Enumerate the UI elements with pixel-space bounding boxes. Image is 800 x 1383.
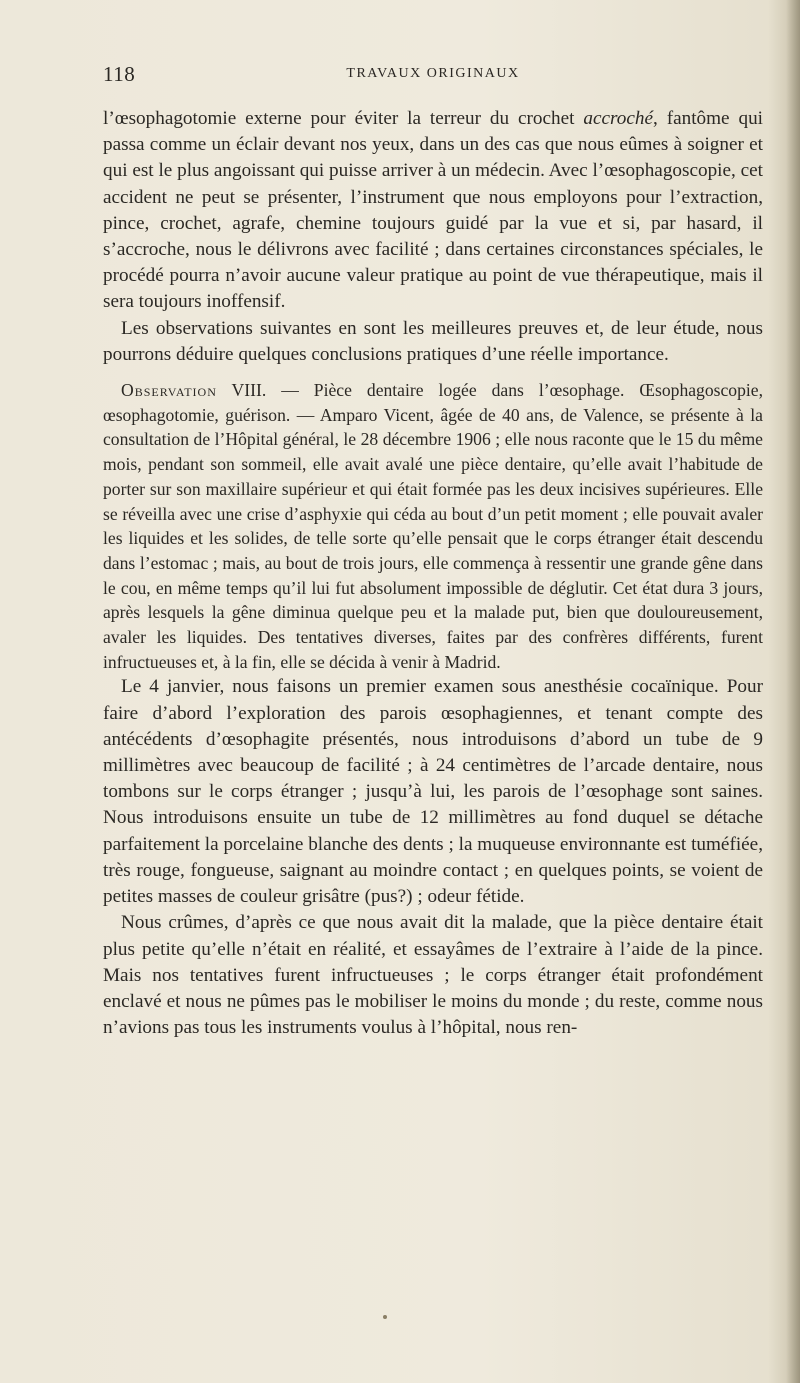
italic-text: accroché xyxy=(583,108,653,129)
paragraph-text: l’œsophagotomie externe pour éviter la terreur du crochet xyxy=(103,108,584,129)
page-header xyxy=(103,62,763,88)
paragraph-text: VIII. — Pièce dentaire logée dans l’œsophage. Œsophagoscopie, œsophagotomie, guérison. — Amparo Vicent, âgée de 40 ans, de Valence, se présente à la consultation de l’Hôpital général, le 28 décembre 1906 ; elle nous raconte que le 15 du même mois, pendant son sommeil, elle avait avalé une pièce dentaire, qu’elle avait l’habitude de porter sur son maxillaire supérieur et qui était formée pas les deux incisives supérieures. Elle se réveilla avec une crise d’asphyxie qui céda au bout d’un petit moment ; elle pouvait avaler les liquides et les solides, de telle sorte qu’elle pensait que le corps étranger était descendu dans l’estomac ; mais, au bout de trois jours, elle commença à ressentir une grande gêne dans le cou, en même temps qu’il lui fut absolument impossible de déglutir. Cet état dura 3 jours, après lesquels la gêne diminua quelque peu et la malade put, bien que douloureusement, avaler les liquides. Des tentatives diverses, faites par des confrères différents, furent infructueuses et, à la fin, elle se décida à venir à Madrid. xyxy=(103,380,763,672)
observation-label: Observation xyxy=(121,380,217,401)
paragraph-continuation xyxy=(103,106,763,316)
page-number: 118 xyxy=(103,62,136,86)
spacer xyxy=(103,368,763,378)
observation-paragraph xyxy=(103,378,763,674)
paragraph: Les observations suivantes en sont les meilleures preuves et, de leur étude, nous pourrons déduire quelques conclusions pratiques d’une réelle importance. xyxy=(103,317,763,365)
paragraph: Le 4 janvier, nous faisons un premier examen sous anesthésie cocaïnique. Pour faire d’abord l’exploration des parois œsophagiennes, et tenant compte des antécédents d’œsophagite présentés, nous introduisons d’abord un tube de 9 millimètres avec beaucoup de facilité ; à 24 centimètres de l’arcade dentaire, nous tombons sur le corps étranger ; jusqu’à lui, les parois de l’œsophage sont saines. Nous introduisons ensuite un tube de 12 millimètres au fond duquel se détache parfaitement la porcelaine blanche des dents ; la muqueuse environnante est tuméfiée, très rouge, fongueuse, saignant au moindre contact ; en quelques points, se voient de petites masses de couleur grisâtre (pus?) ; odeur fétide. xyxy=(103,676,763,908)
running-title: TRAVAUX ORIGINAUX xyxy=(346,66,520,81)
paragraph: Nous crûmes, d’après ce que nous avait dit la malade, que la pièce dentaire était plus petite qu’elle n’était en réalité, et essayâmes de l’extraire à l’aide de la pince. Mais nos tentatives furent infructueuses ; le corps étranger était profondément enclavé et nous ne pûmes pas le mobiliser le moins du monde ; du reste, comme nous n’avions pas tous les instruments voulus à l’hôpital, nous ren- xyxy=(103,912,763,1039)
paragraph-text: , fantôme qui passa comme un éclair devant nos yeux, dans un des cas que nous eûmes à soigner et qui est le plus angoissant qui puisse arriver à un médecin. Avec l’œsophagoscopie, cet accident ne peut se présenter, l’instrument que nous employons pour l’extraction, pince, crochet, agrafe, chemine toujours guidé par la vue et si, par hasard, il s’accroche, nous le délivrons avec facilité ; dans certaines circonstances spéciales, le procédé pourra n’avoir aucune valeur pratique au point de vue thérapeutique, mais il sera toujours inoffensif. xyxy=(103,108,763,313)
page-edge-shadow xyxy=(786,0,800,1383)
page-body xyxy=(103,106,763,1041)
ink-speck xyxy=(383,1315,387,1319)
